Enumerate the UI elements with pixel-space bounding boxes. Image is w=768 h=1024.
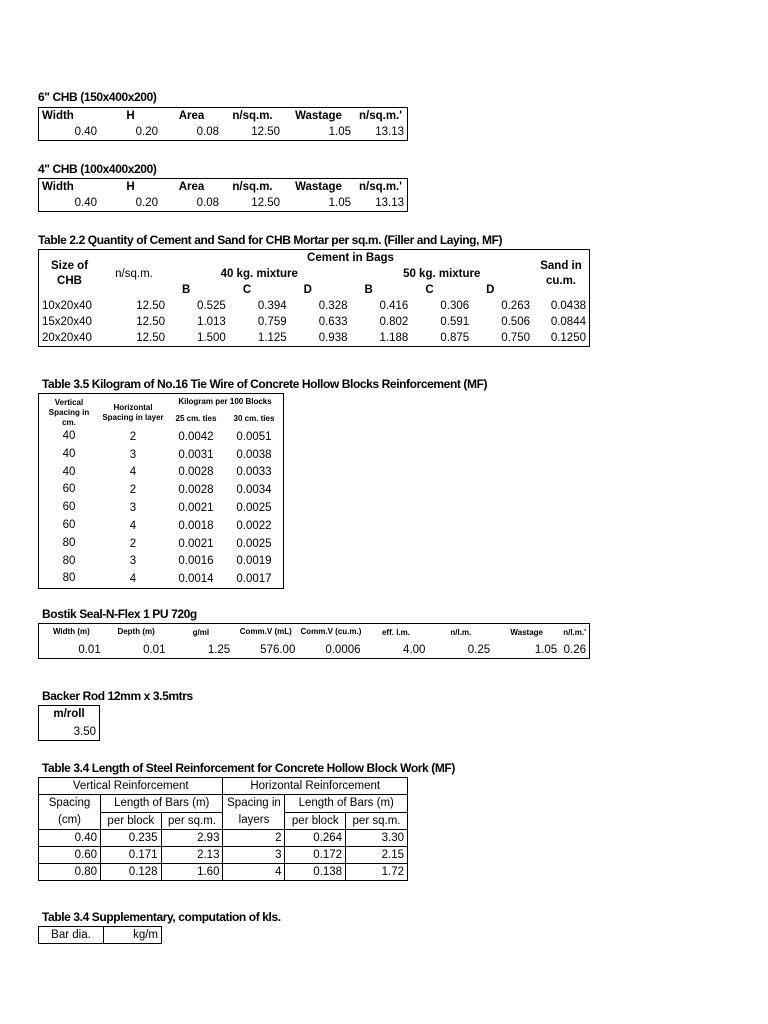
t22-cell: 0.306	[440, 300, 470, 312]
t35-cell: 3	[129, 448, 137, 461]
bostik-cell: 1.25	[207, 644, 231, 656]
t22-h-sand: Sand in cu.m.	[540, 260, 582, 287]
backer-data-row	[39, 722, 100, 741]
t22-h-50: 50 kg. mixture	[403, 268, 481, 280]
chb6-cell: 0.40	[74, 126, 97, 138]
t35-cell: 40	[62, 465, 76, 478]
bostik-header-row	[39, 624, 590, 643]
t22-h-class: C	[425, 284, 434, 296]
t34-cell: 0.264	[285, 830, 346, 847]
bostik-h-width: Width (m)	[52, 627, 90, 636]
t34-cell: 0.172	[285, 847, 346, 864]
t34-cell: 3.30	[346, 830, 408, 847]
bostik-cell: 0.01	[78, 644, 101, 656]
t22-cell: 0.1250	[550, 332, 586, 344]
t34-cell: 1.60	[161, 864, 223, 881]
t34-h-per-block2: per block	[285, 812, 346, 830]
t34-cell: 4	[223, 864, 285, 881]
bostik-cell: 4.00	[403, 644, 426, 656]
t34-h-per-sqm2: per sq.m.	[346, 812, 408, 830]
chb4-h-nsqm: n/sq.m.	[232, 181, 273, 193]
t35-cell: 2	[129, 430, 137, 443]
bostik-data-row	[39, 642, 590, 659]
t22-cell: 20x20x40	[42, 332, 92, 344]
chb4-cell: 0.40	[74, 197, 97, 209]
t35-title: Table 3.5 Kilogram of No.16 Tie Wire of Concrete Hollow Blocks Reinforcement (MF)	[42, 377, 488, 391]
bostik-h-nlm2: n/l.m.'	[563, 628, 586, 637]
t35-cell: 0.0038	[236, 448, 272, 461]
chb4-title: 4" CHB (100x400x200)	[38, 162, 157, 176]
table-row	[39, 446, 284, 464]
chb6-cell: 0.08	[196, 126, 219, 138]
t35-cell: 0.0014	[178, 573, 214, 586]
t35-cell: 0.0042	[178, 430, 214, 443]
t22-title: Table 2.2 Quantity of Cement and Sand for CHB Mortar per sq.m. (Filler and Laying, MF)	[38, 233, 503, 247]
t22-cell: 0.802	[379, 316, 409, 328]
t22-h-size: Size of CHB	[50, 260, 89, 287]
t34-h-spacing-layers: Spacing in layers	[223, 795, 285, 830]
t22-cell: 0.263	[501, 300, 530, 312]
t22-cell: 1.013	[197, 316, 226, 328]
bostik-h-nlm: n/l.m.	[450, 628, 472, 637]
table-row	[39, 553, 284, 571]
t34-h-per-block: per block	[101, 812, 162, 830]
t22-h-class: C	[242, 284, 252, 296]
chb4-cell: 12.50	[251, 197, 280, 209]
table-row	[39, 330, 590, 347]
bostik-h-commv-cum: Comm.V (cu.m.)	[300, 627, 362, 636]
chb4-data-row	[39, 195, 408, 212]
t35-cell: 60	[62, 501, 76, 514]
bostik-table	[38, 623, 590, 659]
t22-cell: 12.50	[136, 316, 165, 328]
chb6-h-nsqm2: n/sq.m.'	[359, 110, 402, 122]
t34-h-vertical: Vertical Reinforcement	[39, 778, 223, 795]
t35-h-kg: Kilogram per 100 Blocks	[178, 397, 272, 407]
t35-h-25: 25 cm. ties	[175, 413, 217, 423]
t34-cell: 0.138	[285, 864, 346, 881]
chb4-cell: 1.05	[328, 197, 351, 209]
backer-cell: 3.50	[73, 726, 96, 738]
backer-table	[38, 705, 100, 741]
t35-cell: 40	[62, 430, 76, 442]
t35-cell: 0.0019	[236, 555, 272, 568]
t34-table	[38, 777, 408, 881]
t35-cell: 2	[129, 537, 137, 550]
chb6-h-nsqm: n/sq.m.	[232, 110, 273, 122]
t34-h-length2: Length of Bars (m)	[285, 795, 408, 813]
t35-cell: 40	[62, 447, 76, 460]
t34-cell: 0.60	[39, 847, 101, 864]
t22-h-class: D	[486, 284, 495, 296]
t34-cell: 3	[223, 847, 285, 864]
t22-cell: 0.394	[257, 300, 287, 312]
t35-cell: 0.0021	[178, 537, 214, 550]
table-row	[39, 570, 284, 588]
t22-table	[38, 249, 590, 347]
t34-cell: 2.15	[346, 847, 408, 864]
t34-h-length: Length of Bars (m)	[101, 795, 223, 813]
t35-cell: 0.0025	[236, 502, 272, 515]
chb6-h-h: H	[126, 110, 135, 122]
bostik-h-depth: Depth (m)	[117, 627, 155, 636]
t34-title: Table 3.4 Length of Steel Reinforcement for Concrete Hollow Block Work (MF)	[42, 761, 455, 775]
chb6-table	[38, 107, 408, 141]
t35-cell: 0.0031	[178, 448, 214, 461]
t22-cell: 1.188	[379, 332, 409, 344]
t34s-title: Table 3.4 Supplementary, computation of kls.	[42, 910, 281, 924]
t35-h-30: 30 cm. ties	[233, 413, 275, 423]
bostik-cell: 0.25	[467, 644, 491, 656]
t22-cell: 0.759	[257, 316, 287, 328]
chb6-header-row	[39, 108, 408, 125]
t35-cell: 4	[129, 466, 137, 479]
t22-h-cement: Cement in Bags	[307, 252, 394, 264]
bostik-cell: 0.26	[563, 644, 586, 656]
t34-cell: 0.40	[39, 830, 101, 847]
chb6-cell: 1.05	[328, 126, 351, 138]
t35-cell: 60	[62, 518, 76, 531]
t34-h-per-sqm: per sq.m.	[161, 812, 223, 830]
backer-h-mroll: m/roll	[53, 708, 85, 720]
t35-table	[38, 393, 284, 589]
bostik-cell: 0.0006	[325, 644, 361, 656]
t35-cell: 4	[129, 573, 137, 586]
t22-h-class: D	[303, 284, 312, 296]
table-row	[39, 535, 284, 553]
chb6-cell: 0.20	[135, 126, 158, 138]
t35-cell: 0.0022	[236, 519, 272, 532]
t34-cell: 0.171	[101, 847, 162, 864]
t35-h-vertical: Vertical Spacing in cm.	[48, 398, 90, 427]
t34s-table	[38, 926, 162, 944]
table-row	[39, 517, 284, 535]
t22-cell: 0.633	[318, 316, 348, 328]
t35-cell: 3	[129, 502, 137, 515]
t22-cell: 0.875	[440, 332, 470, 344]
chb6-h-area: Area	[178, 110, 205, 122]
bostik-h-gml: g/ml	[192, 628, 210, 637]
table-row	[39, 847, 408, 864]
t35-h-horizontal: Horizontal Spacing in layer	[102, 403, 164, 422]
t35-cell: 80	[62, 572, 76, 585]
bostik-cell: 0.01	[143, 644, 166, 656]
t22-cell: 0.938	[318, 332, 348, 344]
t35-cell: 80	[62, 554, 76, 567]
t22-h-class: B	[364, 284, 373, 296]
chb6-title: 6" CHB (150x400x200)	[38, 90, 157, 104]
t35-cell: 0.0016	[178, 555, 214, 568]
t22-cell: 0.750	[501, 332, 530, 344]
chb6-data-row	[39, 124, 408, 141]
chb6-h-width: Width	[42, 110, 74, 122]
table-row	[39, 464, 284, 482]
chb4-h-area: Area	[178, 181, 205, 193]
t34-cell: 0.128	[101, 864, 162, 881]
t22-cell: 12.50	[136, 300, 165, 312]
table-row	[39, 314, 590, 330]
bostik-title: Bostik Seal-N-Flex 1 PU 720g	[42, 607, 197, 621]
t34-cell: 0.80	[39, 864, 101, 881]
t35-cell: 0.0034	[236, 484, 272, 497]
backer-header-row	[39, 706, 100, 723]
t22-cell: 1.125	[257, 332, 287, 344]
bostik-h-wastage: Wastage	[510, 628, 543, 637]
chb4-cell: 13.13	[375, 197, 404, 209]
t34-cell: 2.93	[161, 830, 223, 847]
t22-h-40: 40 kg. mixture	[220, 268, 298, 280]
table-row	[39, 830, 408, 847]
t22-h-class: B	[182, 284, 191, 296]
chb4-table	[38, 178, 408, 212]
bostik-h-commv-ml: Comm.V (mL)	[239, 627, 292, 636]
chb4-cell: 0.20	[135, 197, 158, 209]
t35-cell: 2	[129, 484, 137, 497]
t22-cell: 0.328	[318, 300, 348, 312]
t22-cell: 0.525	[197, 300, 226, 312]
chb4-header-row	[39, 179, 408, 196]
t34-cell: 1.72	[346, 864, 408, 881]
chb4-h-h: H	[126, 181, 135, 193]
t35-cell: 60	[62, 483, 76, 496]
t22-cell: 0.416	[379, 300, 409, 312]
t35-cell: 0.0021	[178, 502, 214, 515]
t35-cell: 0.0033	[236, 466, 272, 479]
t35-cell: 0.0051	[236, 430, 272, 443]
chb4-h-wastage: Wastage	[295, 181, 342, 193]
chb6-cell: 13.13	[375, 126, 404, 138]
t22-cell: 1.500	[197, 332, 226, 344]
table-row	[39, 481, 284, 499]
t35-cell: 0.0018	[178, 519, 214, 532]
t34-cell: 2	[223, 830, 285, 847]
t34-h-horizontal: Horizontal Reinforcement	[223, 778, 408, 795]
table-row	[39, 499, 284, 517]
t35-cell: 0.0028	[178, 466, 214, 479]
t35-cell: 0.0017	[236, 573, 272, 586]
table-row	[39, 428, 284, 446]
t34-cell: 0.235	[101, 830, 162, 847]
chb6-cell: 12.50	[251, 126, 280, 138]
t22-cell: 0.0438	[550, 300, 586, 312]
table-row	[39, 298, 590, 314]
t22-cell: 12.50	[136, 332, 165, 344]
t34s-h-kgm: kg/m	[104, 927, 162, 944]
t34-h-spacing: Spacing (cm)	[39, 795, 101, 830]
t34-cell: 2.13	[161, 847, 223, 864]
t35-cell: 0.0025	[236, 537, 272, 550]
t34s-h-bardia: Bar dia.	[39, 927, 104, 944]
t22-cell: 0.0844	[550, 316, 586, 328]
t34-header-row-2	[39, 795, 408, 813]
bostik-cell: 576.00	[260, 644, 296, 656]
t35-cell: 80	[62, 536, 76, 549]
t35-cell: 3	[129, 555, 137, 568]
t22-cell: 0.506	[501, 316, 530, 328]
chb4-h-nsqm2: n/sq.m.'	[359, 181, 402, 193]
t35-cell: 4	[129, 519, 137, 532]
t22-cell: 15x20x40	[42, 316, 92, 328]
chb6-h-wastage: Wastage	[295, 110, 342, 122]
bostik-cell: 1.05	[534, 644, 558, 656]
table-row	[39, 864, 408, 881]
t22-h-nsqm: n/sq.m.	[115, 268, 153, 280]
t35-header-row-1	[39, 394, 284, 408]
bostik-h-efflm: eff. l.m.	[381, 628, 410, 637]
backer-title: Backer Rod 12mm x 3.5mtrs	[42, 689, 193, 703]
t22-cell: 0.591	[440, 316, 470, 328]
t34-header-row-1	[39, 778, 408, 795]
chb4-h-width: Width	[42, 181, 74, 193]
t22-header-row-1	[39, 250, 590, 267]
t35-cell: 0.0028	[178, 484, 214, 497]
chb4-cell: 0.08	[196, 197, 219, 209]
t34s-header-row	[39, 927, 162, 944]
t22-cell: 10x20x40	[42, 300, 92, 312]
